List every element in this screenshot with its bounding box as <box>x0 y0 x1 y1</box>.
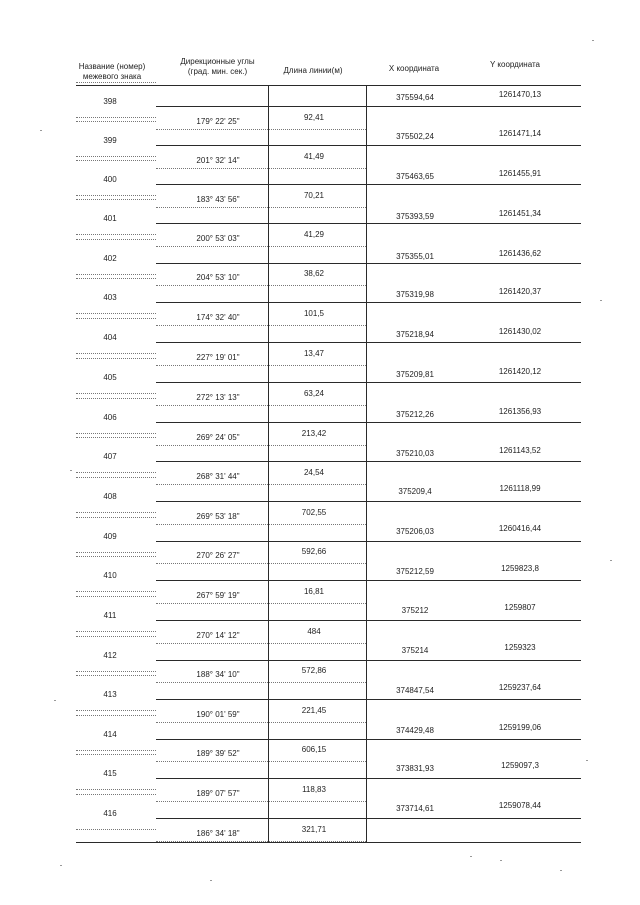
header-point-name-text: Название (номер) межевого знака <box>78 62 146 81</box>
y-coordinate-value: 1259323 <box>504 643 536 652</box>
y-coordinate-value: 1259823,8 <box>501 564 539 573</box>
row-rule <box>156 484 366 485</box>
row-rule <box>156 801 366 802</box>
point-name: 403 <box>103 293 117 302</box>
row-rule <box>76 842 581 843</box>
line-length-value: 41,49 <box>303 152 325 161</box>
y-coordinate-value: 1261451,34 <box>498 209 542 218</box>
header-line-length-text: Длина линии(м) <box>283 66 343 75</box>
row-rule <box>156 524 366 525</box>
line-length-value: 321,71 <box>301 825 327 834</box>
x-coordinate-value: 375209,81 <box>396 370 434 379</box>
direction-angle-value: 267° 59' 19" <box>196 591 240 600</box>
y-coordinate-value: 1261356,93 <box>498 407 542 416</box>
row-rule <box>76 160 156 161</box>
line-length-value: 101,5 <box>303 309 325 318</box>
line-length-value: 41,29 <box>303 230 325 239</box>
direction-angle-value: 200° 53' 03" <box>196 234 240 243</box>
x-coordinate-value: 375212,59 <box>396 567 434 576</box>
x-coordinate-value: 373831,93 <box>396 764 434 773</box>
row-rule <box>76 710 156 711</box>
row-rule <box>76 671 156 672</box>
x-coordinate-value: 375463,65 <box>396 172 434 181</box>
point-name: 401 <box>103 214 117 223</box>
direction-angle-value: 190° 01' 59" <box>196 710 240 719</box>
row-rule <box>76 437 156 438</box>
scan-speck <box>40 130 42 131</box>
row-rule <box>156 778 581 779</box>
x-coordinate-value: 375218,94 <box>396 330 434 339</box>
y-coordinate-value: 1259078,44 <box>498 801 542 810</box>
row-rule <box>76 393 156 394</box>
row-rule <box>156 405 366 406</box>
direction-angle-value: 227° 19' 01" <box>196 353 240 362</box>
row-rule <box>156 841 366 842</box>
row-rule <box>76 477 156 478</box>
direction-angle-value: 204° 53' 10" <box>196 273 240 282</box>
row-rule <box>156 660 581 661</box>
row-rule <box>156 818 581 819</box>
row-rule <box>156 302 581 303</box>
x-coordinate-value: 375214 <box>401 646 429 655</box>
x-coordinate-value: 375206,03 <box>396 527 434 536</box>
line-length-value: 70,21 <box>303 191 325 200</box>
direction-angle-value: 174° 32' 40" <box>196 313 240 322</box>
row-rule <box>76 512 156 513</box>
line-length-value: 92,41 <box>303 113 325 122</box>
column-rule <box>366 85 367 842</box>
row-rule <box>156 207 366 208</box>
line-length-value: 118,83 <box>302 785 326 794</box>
row-rule <box>156 501 581 502</box>
row-rule <box>76 239 156 240</box>
point-name: 413 <box>103 690 117 699</box>
x-coordinate-value: 375393,59 <box>396 212 434 221</box>
header-y-coordinate-text: Y координата <box>489 60 541 69</box>
x-coordinate-value: 375212 <box>401 606 429 615</box>
row-rule <box>76 794 156 795</box>
x-coordinate-value: 375209,4 <box>398 487 432 496</box>
row-rule <box>76 829 156 830</box>
row-rule <box>156 563 366 564</box>
row-rule <box>156 722 366 723</box>
line-length-value: 38,62 <box>303 269 325 278</box>
line-length-value: 221,45 <box>301 706 327 715</box>
row-rule <box>76 156 156 157</box>
row-rule <box>156 620 581 621</box>
y-coordinate-value: 1259199,06 <box>498 723 542 732</box>
line-length-value: 572,86 <box>301 666 327 675</box>
row-rule <box>76 313 156 314</box>
row-rule <box>156 461 581 462</box>
x-coordinate-value: 375212,26 <box>396 410 434 419</box>
row-rule <box>76 358 156 359</box>
y-coordinate-value: 1259237,64 <box>498 683 542 692</box>
row-rule <box>156 106 581 107</box>
point-name: 406 <box>103 413 117 422</box>
row-rule <box>156 761 366 762</box>
point-name: 404 <box>103 333 117 342</box>
line-length-value: 24,54 <box>303 468 325 477</box>
point-name: 416 <box>103 809 117 818</box>
row-rule <box>76 552 156 553</box>
row-rule <box>76 715 156 716</box>
direction-angle-value: 269° 53' 18" <box>196 512 240 521</box>
row-rule <box>76 278 156 279</box>
row-rule <box>76 631 156 632</box>
line-length-value: 702,55 <box>301 508 327 517</box>
row-rule <box>156 223 581 224</box>
direction-angle-value: 269° 24' 05" <box>196 433 240 442</box>
x-coordinate-value: 375594,64 <box>396 93 434 102</box>
row-rule <box>76 789 156 790</box>
direction-angle-value: 270° 26' 27" <box>196 551 240 560</box>
y-coordinate-value: 1261470,13 <box>498 90 542 99</box>
header-x-coordinate <box>364 64 464 74</box>
direction-angle-value: 189° 07' 57" <box>196 789 240 798</box>
row-rule <box>156 682 366 683</box>
scan-speck <box>60 865 62 866</box>
column-rule <box>268 85 269 842</box>
direction-angle-value: 272° 13' 13" <box>196 393 240 402</box>
y-coordinate-value: 1261471,14 <box>498 129 542 138</box>
x-coordinate-value: 373714,61 <box>396 804 434 813</box>
point-name: 409 <box>103 532 117 541</box>
point-name: 408 <box>103 492 117 501</box>
y-coordinate-value: 1261455,91 <box>498 169 542 178</box>
scan-speck <box>560 870 562 871</box>
line-length-value: 592,66 <box>301 547 327 556</box>
row-rule <box>156 541 581 542</box>
row-rule <box>156 643 366 644</box>
row-rule <box>76 754 156 755</box>
row-rule <box>156 145 581 146</box>
row-rule <box>76 121 156 122</box>
point-name: 399 <box>103 136 117 145</box>
y-coordinate-value: 1259097,3 <box>501 761 539 770</box>
row-rule <box>76 750 156 751</box>
row-rule <box>76 117 156 118</box>
line-length-value: 606,15 <box>301 745 327 754</box>
x-coordinate-value: 374429,48 <box>396 726 434 735</box>
scan-speck <box>586 760 588 761</box>
row-rule <box>76 472 156 473</box>
y-coordinate-value: 1261143,52 <box>499 446 541 455</box>
scan-speck <box>210 880 212 881</box>
direction-angle-value: 270° 14' 12" <box>196 631 240 640</box>
row-rule <box>76 85 581 86</box>
point-name: 410 <box>103 571 117 580</box>
header-direction-angle-text: Дирекционные углы (град. мин. сек.) <box>180 57 255 76</box>
row-rule <box>156 580 581 581</box>
point-name: 400 <box>103 175 117 184</box>
x-coordinate-value: 375355,01 <box>396 252 434 261</box>
row-rule <box>76 274 156 275</box>
scan-speck <box>610 560 612 561</box>
row-rule <box>156 699 581 700</box>
row-rule <box>76 596 156 597</box>
point-name: 402 <box>103 254 117 263</box>
row-rule <box>76 517 156 518</box>
direction-angle-value: 186° 34' 18" <box>196 829 240 838</box>
row-rule <box>156 382 581 383</box>
point-name: 407 <box>103 452 117 461</box>
row-rule <box>76 433 156 434</box>
header-direction-angle <box>160 57 275 77</box>
y-coordinate-value: 1261420,12 <box>498 367 542 376</box>
header-point-name <box>66 62 158 82</box>
row-rule <box>76 591 156 592</box>
row-rule <box>156 184 581 185</box>
row-rule <box>76 556 156 557</box>
line-length-value: 13,47 <box>303 349 325 358</box>
row-rule <box>76 675 156 676</box>
y-coordinate-value: 1261430,02 <box>498 327 542 336</box>
row-rule <box>76 199 156 200</box>
x-coordinate-value: 375210,03 <box>396 449 434 458</box>
row-rule <box>76 234 156 235</box>
line-length-value: 213,42 <box>301 429 327 438</box>
y-coordinate-value: 1261436,62 <box>498 249 542 258</box>
row-rule <box>156 422 581 423</box>
header-y-coordinate <box>460 60 570 70</box>
y-coordinate-value: 1259807 <box>504 603 536 612</box>
x-coordinate-value: 375319,98 <box>396 290 434 299</box>
point-name: 405 <box>103 373 117 382</box>
row-rule <box>156 603 366 604</box>
row-rule <box>156 342 581 343</box>
row-rule <box>156 739 581 740</box>
direction-angle-value: 179° 22' 25" <box>196 117 240 126</box>
scan-speck <box>70 470 72 471</box>
point-name: 412 <box>103 651 117 660</box>
row-rule <box>156 285 366 286</box>
row-rule <box>76 398 156 399</box>
line-length-value: 63,24 <box>303 389 325 398</box>
point-name: 398 <box>103 97 117 106</box>
direction-angle-value: 183° 43' 56" <box>196 195 240 204</box>
point-name: 414 <box>103 730 117 739</box>
line-length-value: 16,81 <box>303 587 325 596</box>
row-rule <box>156 263 581 264</box>
row-rule <box>156 325 366 326</box>
row-rule <box>76 318 156 319</box>
direction-angle-value: 201° 32' 14" <box>196 156 240 165</box>
scan-speck <box>500 860 502 861</box>
row-rule <box>156 129 366 130</box>
y-coordinate-value: 1261420,37 <box>498 287 542 296</box>
row-rule <box>156 246 366 247</box>
header-line-length <box>270 66 356 76</box>
scan-speck <box>470 856 472 857</box>
point-name: 415 <box>103 769 117 778</box>
row-rule <box>156 445 366 446</box>
row-rule <box>76 82 156 83</box>
scan-speck <box>592 40 594 41</box>
x-coordinate-value: 374847,54 <box>396 686 434 695</box>
y-coordinate-value: 1261118,99 <box>499 484 541 493</box>
row-rule <box>76 636 156 637</box>
y-coordinate-value: 1260416,44 <box>498 524 542 533</box>
header-x-coordinate-text: X координата <box>388 64 440 73</box>
point-name: 411 <box>103 611 117 620</box>
direction-angle-value: 268° 31' 44" <box>196 472 240 481</box>
row-rule <box>156 365 366 366</box>
row-rule <box>156 168 366 169</box>
row-rule <box>76 353 156 354</box>
x-coordinate-value: 375502,24 <box>396 132 434 141</box>
direction-angle-value: 189° 39' 52" <box>196 749 240 758</box>
direction-angle-value: 188° 34' 10" <box>196 670 240 679</box>
scan-speck <box>54 700 56 701</box>
line-length-value: 484 <box>307 627 321 636</box>
row-rule <box>76 195 156 196</box>
scan-speck <box>600 300 602 301</box>
